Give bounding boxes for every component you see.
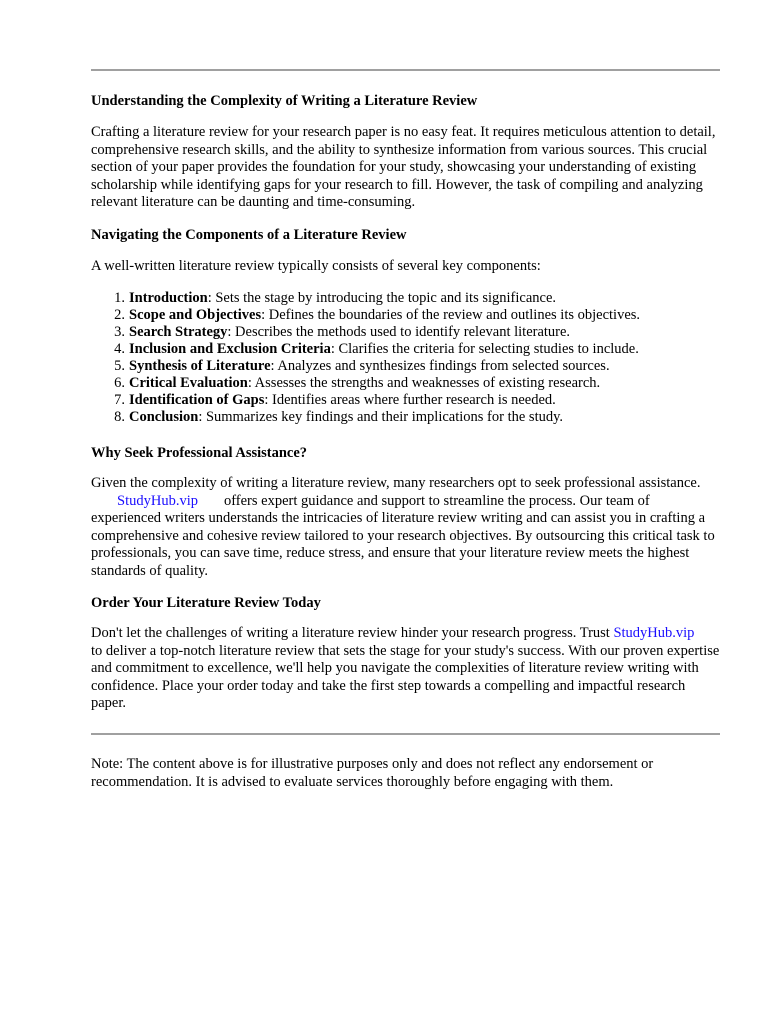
section-intro [91, 92, 723, 110]
component-item [91, 375, 723, 392]
component-description: : Sets the stage by introducing the topic and its significance. [207, 290, 557, 306]
component-description: : Analyzes and synthesizes findings from selected sources. [270, 358, 610, 374]
component-term: Introduction [129, 290, 208, 306]
components-list-block [91, 290, 723, 426]
component-term: Scope and Objectives [129, 307, 262, 323]
component-item [91, 358, 723, 375]
component-term: Inclusion and Exclusion Criteria [129, 341, 331, 357]
component-description: : Defines the boundaries of the review and outlines its objectives. [261, 307, 641, 323]
component-term: Synthesis of Literature [129, 358, 271, 374]
order-text-before: Don't let the challenges of writing a literature review hinder your research progress. Trust [91, 625, 610, 641]
section-order [91, 594, 723, 612]
heading-order: Order Your Literature Review Today [91, 595, 321, 611]
component-item [91, 307, 723, 324]
component-number: 6. [114, 375, 125, 391]
top-divider [91, 69, 720, 71]
studyhub-link[interactable]: StudyHub.vip [117, 492, 198, 509]
component-item [91, 409, 723, 426]
assistance-text-after: offers expert guidance and support to streamline the process. Our team of experienced writers understands the intricacies of literature review writing and can assist you in crafting a comprehensive and cohesive review tailored to your research objectives. By outsourcing this critical task to professionals, you can save time, reduce stress, and ensure that your literature review meets the highest standards of quality. [91, 492, 715, 579]
component-item [91, 324, 723, 341]
component-number: 2. [114, 307, 125, 323]
studyhub-link-order[interactable]: StudyHub.vip [613, 625, 695, 641]
component-term: Identification of Gaps [129, 392, 265, 408]
component-term: Search Strategy [129, 324, 228, 340]
component-number: 5. [114, 358, 125, 374]
section-components [91, 226, 723, 244]
components-lead: A well-written literature review typically consists of several key components: [91, 258, 541, 274]
order-body-block [91, 625, 723, 713]
component-description: : Describes the methods used to identify relevant literature. [227, 324, 571, 340]
component-number: 1. [114, 290, 125, 306]
component-number: 8. [114, 409, 125, 425]
component-term: Critical Evaluation [129, 375, 248, 391]
components-lead-block [91, 258, 723, 276]
component-description: : Clarifies the criteria for selecting studies to include. [330, 341, 639, 357]
components-list [91, 290, 723, 426]
order-text-after: to deliver a top-notch literature review that sets the stage for your study's success. With our proven expertise and commitment to excellence, we'll help you navigate the complexities of literature review writing with confidence. Place your order today and take the first step towards a compelling and impactful research paper. [91, 642, 720, 711]
assistance-text-before: Given the complexity of writing a literature review, many researchers opt to seek professional assistance. [91, 475, 701, 491]
component-item [91, 290, 723, 307]
component-item [91, 341, 723, 358]
component-description: : Assesses the strengths and weaknesses of existing research. [247, 375, 601, 391]
component-item [91, 392, 723, 409]
bottom-divider [91, 733, 720, 735]
component-number: 3. [114, 324, 125, 340]
intro-body-block [91, 124, 723, 212]
assistance-body-block [91, 475, 723, 580]
component-description: : Summarizes key findings and their implications for the study. [198, 409, 564, 425]
disclaimer-note: Note: The content above is for illustrative purposes only and does not reflect any endorsement or recommendation. It is advised to evaluate services thoroughly before engaging with them. [91, 756, 654, 790]
order-paragraph [91, 625, 723, 713]
note-block [91, 756, 723, 791]
component-number: 7. [114, 392, 125, 408]
assistance-paragraph [91, 475, 723, 580]
section-assistance [91, 444, 723, 462]
heading-understanding: Understanding the Complexity of Writing a Literature Review [91, 93, 478, 109]
component-term: Conclusion [129, 409, 199, 425]
component-description: : Identifies areas where further research is needed. [264, 392, 556, 408]
heading-assistance: Why Seek Professional Assistance? [91, 445, 308, 461]
component-number: 4. [114, 341, 125, 357]
heading-components: Navigating the Components of a Literature Review [91, 227, 407, 243]
intro-paragraph: Crafting a literature review for your research paper is no easy feat. It requires meticulous attention to detail, comprehensive research skills, and the ability to synthesize information from various sources. This crucial section of your paper provides the foundation for your study, showcasing your understanding of existing scholarship while identifying gaps for your research to fill. However, the task of compiling and analyzing relevant literature can be daunting and time-consuming. [91, 124, 716, 210]
